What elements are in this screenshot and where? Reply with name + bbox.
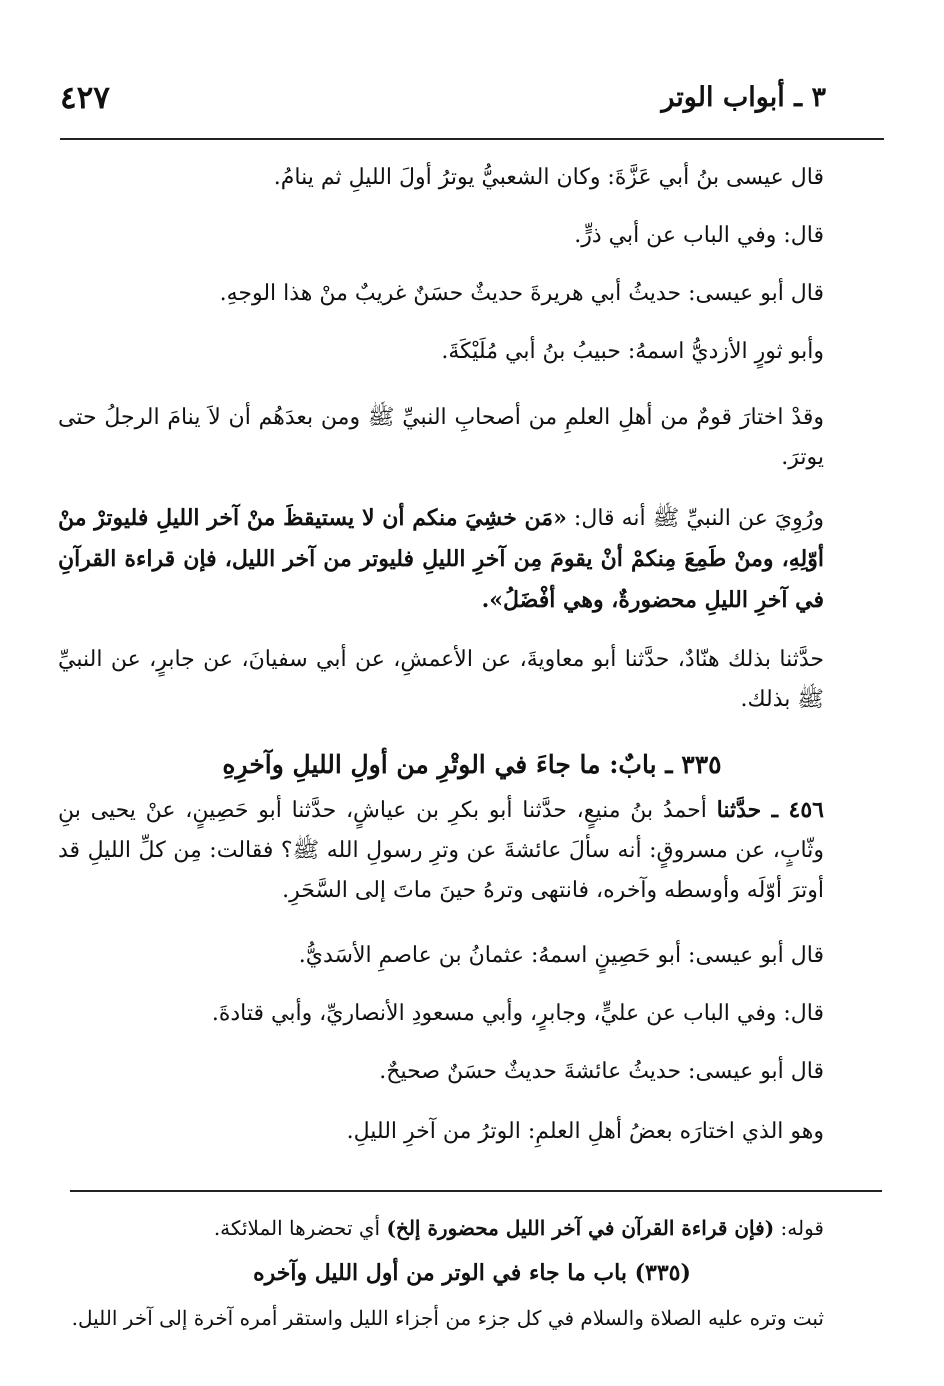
footnote-bold: (فإن قراءة القرآن في آخر الليل محضورة إلخ) [386,1216,775,1240]
running-header-chapter: ٣ ـ أبواب الوتر [661,82,826,113]
paragraph-bab-ali: قال: وفي الباب عن عليٍّ، وجابرٍ، وأبي مسعودِ الأنصاريِّ، وأبي قتادةَ. [211,1001,824,1026]
paragraph-ikhtiyar: وقدْ اختارَ قومٌ من أهلِ العلمِ من أصحابِ النبيِّ ﷺ ومن بعدَهُم أن لاَ ينامَ الرجلُ حتى يوترَ. [58,405,824,470]
footnote-divider [70,1190,882,1192]
hadith-456 [58,790,824,911]
header-divider [60,138,884,140]
paragraph-bab-abi-dharr: قال: وفي الباب عن أبي ذرٍّ. [574,223,824,248]
quote-intro: ورُوِيَ عن النبيِّ ﷺ أنه قال: [566,506,824,531]
footnote-chapter-heading: (٣٣٥) باب ما جاء في الوتر من أول الليل وآخره [253,1260,691,1286]
paragraph-ikhtiyar-ahl-ilm: وهو الذي اختارَه بعضُ أهلِ العلمِ: الوترُ من آخرِ الليلِ. [346,1119,824,1144]
footnote-prefix: قوله: [774,1216,824,1240]
paragraph-isnad-hannad: حدَّثنا بذلك هنّادٌ، حدَّثنا أبو معاويةَ، عن الأعمشِ، عن أبي سفيانَ، عن جابرٍ، عن النبيِّ ﷺ بذلك. [58,647,824,712]
quote-text: «مَن خشِيَ منكم أن لا يستيقظَ منْ آخر الليلِ فليوترْ منْ أوّلِهِ، ومنْ طَمِعَ مِنكمْ أنْ يقومَ مِن آخرِ الليلِ فليوتر من آخر الليل، فإن قراءة القرآنِ في آخرِ الليلِ محضورةٌ، وهي أفْضَلُ». [58,505,824,613]
paragraph-hadith-aisha-grade: قال أبو عيسى: حديثُ عائشةَ حديثٌ حسَنٌ صحيحٌ. [379,1059,824,1084]
page-number: ٤٢٧ [60,80,110,116]
hadith-text: أحمدُ بنُ منيعٍ، حدَّثنا أبو بكرِ بن عياشٍ، حدَّثنا أبو حَصِينٍ، عنْ يحيى بنِ وثّابٍ، عن مسروقٍ: أنه سألَ عائشةَ عن وترِ رسولِ الله ﷺ؟ فقالت: مِن كلِّ الليلِ قد أوترَ أوّلَه وأوسطه وآخره، فانتهى وترهُ حينَ ماتَ إلى السَّحَرِ. [58,798,824,903]
chapter-heading: ٣٣٥ ـ بابٌ: ما جاءَ في الوتْرِ من أولِ الليلِ وآخرِهِ [222,750,722,779]
hadith-number: ٤٥٦ ـ حدَّثنا [716,797,824,823]
paragraph-isa-ibn-abi-azza: قال عيسى بنُ أبي عَزَّةَ: وكان الشعبيُّ يوترُ أولَ الليلِ ثم ينامُ. [273,165,824,190]
paragraph-abu-thawr: وأبو ثورٍ الأزديُّ اسمهُ: حبيبُ بنُ أبي مُلَيْكَةَ. [441,339,824,364]
paragraph-abu-isa-ruling: قال أبو عيسى: حديثُ أبي هريرةَ حديثٌ حسَنٌ غريبٌ منْ هذا الوجهِ. [219,281,824,306]
footnote-qawluh [214,1212,824,1244]
footnote-explanation: ثبت وتره عليه الصلاة والسلام في كل جزء من أجزاء الليل واستقر أمره آخرة إلى آخر الليل. [71,1306,824,1330]
paragraph-abu-hasin: قال أبو عيسى: أبو حَصِينٍ اسمهُ: عثمانُ بن عاصمِ الأسَديُّ. [298,943,824,968]
footnote-suffix: أي تحضرها الملائكة. [213,1216,387,1240]
paragraph-hadith-quote [58,498,824,621]
